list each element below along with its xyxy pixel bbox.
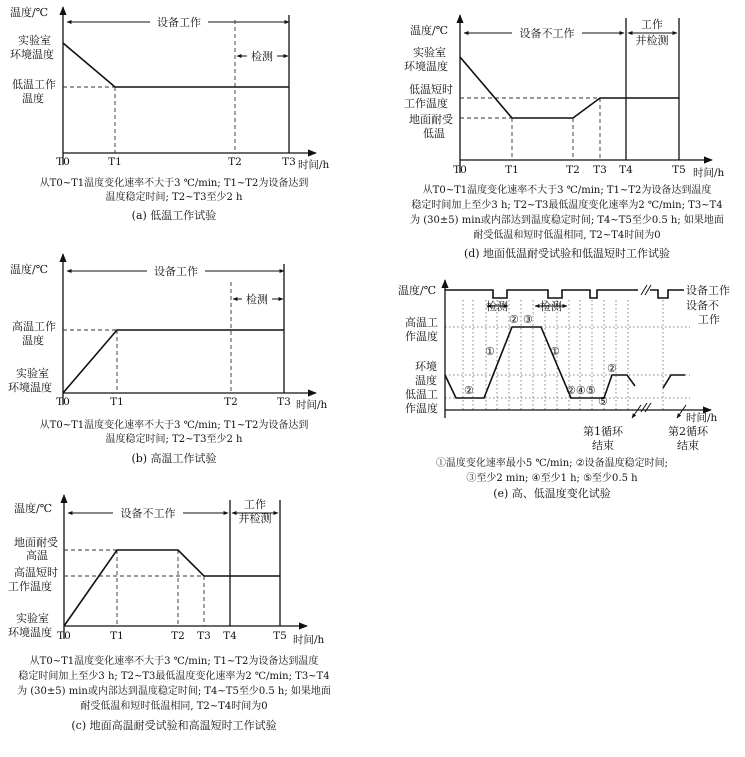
- e-marker-1b: ①: [550, 345, 560, 358]
- d-caption-2: 稳定时间加上至少3 h; T2~T3最低温度变化速率为2 ℃/min; T3~T4: [411, 200, 723, 211]
- d-ylabel: 温度/℃: [410, 24, 449, 37]
- c-title: (c) 地面高温耐受试验和高温短时工作试验: [71, 719, 277, 732]
- a-low1: 低温工作: [12, 78, 56, 91]
- e-work-signal: [445, 290, 638, 298]
- d-tick-t2: T2: [566, 164, 580, 176]
- e-cycle2-b: 结束: [677, 439, 699, 452]
- c-caption-1: 从T0~T1温度变化速率不大于3 ℃/min; T1~T2为设备达到温度: [29, 656, 319, 667]
- c-tick-t3: T3: [197, 630, 211, 642]
- c-temp-curve: [64, 550, 280, 626]
- d-tick-t0: T0: [453, 164, 467, 176]
- e-test-label-1: 检测: [486, 300, 508, 313]
- b-temp-curve: [63, 330, 284, 393]
- d-work-top2: 并检测: [635, 34, 669, 47]
- chart-a: [10, 5, 330, 222]
- d-temp-curve: [460, 57, 679, 118]
- e-low-1: 低温工: [405, 388, 438, 401]
- c-caption-3: 为 (30±5) min或内部达到温度稳定时间; T4~T5至少0.5 h; 如果地面: [17, 686, 331, 697]
- b-tick-t0: T0: [56, 396, 70, 408]
- e-ylabel: 温度/℃: [398, 284, 437, 297]
- e-marker-2a: ②: [464, 384, 474, 397]
- a-tick-t3: T3: [282, 156, 296, 168]
- e-test-label-2: 检测: [540, 300, 562, 313]
- e-title: (e) 高、低温度变化试验: [493, 487, 611, 500]
- b-tick-t1: T1: [110, 396, 124, 408]
- d-caption-4: 耐受低温和短时低温相同, T2~T4时间为0: [473, 230, 661, 241]
- d-tick-t5: T5: [672, 164, 686, 176]
- a-test-label: 检测: [251, 50, 273, 63]
- e-low-2: 作温度: [405, 402, 438, 415]
- e-high-1: 高温工: [405, 316, 438, 329]
- a-tick-t0: T0: [56, 156, 70, 168]
- e-env-2: 温度: [415, 374, 437, 387]
- chart-d: [404, 15, 725, 260]
- d-tick-t4: T4: [619, 164, 633, 176]
- b-high1: 高温工作: [12, 320, 56, 333]
- c-nowork-label: 设备不工作: [120, 507, 176, 520]
- d-short2: 工作温度: [404, 97, 448, 110]
- c-xunit: 时间/h: [293, 634, 325, 646]
- c-high2: 高温: [26, 549, 48, 562]
- a-lab2: 环境温度: [10, 48, 54, 61]
- e-cycle1-pointer: [632, 405, 641, 418]
- a-caption-1: 从T0~T1温度变化速率不大于3 ℃/min; T1~T2为设备达到: [39, 178, 309, 189]
- d-tick-t1: T1: [505, 164, 519, 176]
- d-tick-t3: T3: [593, 164, 607, 176]
- a-xunit: 时间/h: [298, 159, 330, 171]
- e-cycle1-b: 结束: [592, 439, 614, 452]
- b-tick-t2: T2: [224, 396, 238, 408]
- d-lab1: 实验室: [413, 46, 446, 59]
- e-work-signal-2: [650, 290, 684, 298]
- chart-c: [8, 495, 331, 732]
- e-xunit: 时间/h: [686, 412, 718, 424]
- e-marker-2c: ②: [607, 362, 617, 375]
- b-caption-2: 温度稳定时间; T2~T3至少2 h: [105, 434, 243, 445]
- c-short1: 高温短时: [14, 566, 58, 579]
- b-high2: 温度: [22, 334, 44, 347]
- c-work-top2: 并检测: [238, 512, 272, 525]
- c-lab2: 环境温度: [8, 626, 52, 639]
- d-low1: 地面耐受: [409, 113, 453, 126]
- e-nowork-1: 设备不: [686, 299, 719, 312]
- b-title: (b) 高温工作试验: [131, 452, 217, 465]
- c-tick-t5: T5: [273, 630, 287, 642]
- e-caption-1: ①温度变化速率最小5 ℃/min; ②设备温度稳定时间;: [435, 458, 669, 469]
- a-lab1: 实验室: [18, 34, 51, 47]
- a-work-label: 设备工作: [157, 16, 201, 29]
- e-cycle1-a: 第1循环: [583, 425, 623, 438]
- b-work-label: 设备工作: [154, 265, 198, 278]
- e-marker-245: ②④⑤: [566, 384, 596, 397]
- e-temp-curve-2: [663, 375, 685, 388]
- d-xunit: 时间/h: [693, 167, 725, 179]
- c-tick-t2: T2: [171, 630, 185, 642]
- b-xunit: 时间/h: [296, 399, 328, 411]
- chart-e: [398, 280, 730, 500]
- d-caption-1: 从T0~T1温度变化速率不大于3 ℃/min; T1~T2为设备达到温度: [422, 185, 712, 196]
- a-title: (a) 低温工作试验: [131, 209, 217, 222]
- e-cycle2-a: 第2循环: [668, 425, 708, 438]
- chart-b: [8, 254, 328, 465]
- e-marker-5: ⑤: [598, 395, 608, 408]
- c-work-top1: 工作: [244, 498, 266, 511]
- b-lab1: 实验室: [16, 367, 49, 380]
- c-short2: 工作温度: [8, 580, 52, 593]
- b-caption-1: 从T0~T1温度变化速率不大于3 ℃/min; T1~T2为设备达到: [39, 420, 309, 431]
- e-env-1: 环境: [415, 360, 437, 373]
- c-tick-t1: T1: [110, 630, 124, 642]
- b-test-label: 检测: [246, 293, 268, 306]
- e-work-label: 设备工作: [686, 284, 730, 297]
- a-low2: 温度: [22, 92, 44, 105]
- e-cycle2-pointer: [677, 405, 686, 418]
- b-ylabel: 温度/℃: [10, 263, 49, 276]
- a-ylabel: 温度/℃: [10, 6, 49, 19]
- a-caption-2: 温度稳定时间; T2~T3至少2 h: [105, 192, 243, 203]
- d-low2: 低温: [423, 127, 445, 140]
- c-ylabel: 温度/℃: [14, 502, 53, 515]
- c-lab1: 实验室: [16, 612, 49, 625]
- d-lab2: 环境温度: [404, 60, 448, 73]
- c-caption-4: 耐受低温和短时低温相同, T2~T4时间为0: [80, 701, 268, 712]
- a-tick-t2: T2: [228, 156, 242, 168]
- d-short1: 低温短时: [409, 83, 453, 96]
- c-high1: 地面耐受: [14, 536, 58, 549]
- e-marker-1a: ①: [485, 345, 495, 358]
- c-tick-t0: T0: [57, 630, 71, 642]
- e-nowork-2: 工作: [698, 313, 720, 326]
- a-tick-t1: T1: [108, 156, 122, 168]
- c-tick-t4: T4: [223, 630, 237, 642]
- d-nowork-label: 设备不工作: [519, 27, 575, 40]
- b-tick-t3: T3: [277, 396, 291, 408]
- c-caption-2: 稳定时间加上至少3 h; T2~T3最低温度变化速率为2 ℃/min; T3~T4: [18, 671, 330, 682]
- e-caption-2: ③至少2 min; ④至少1 h; ⑤至少0.5 h: [466, 473, 638, 484]
- e-high-2: 作温度: [405, 330, 438, 343]
- e-marker-3a: ③: [523, 313, 533, 326]
- d-caption-3: 为 (30±5) min或内部达到温度稳定时间; T4~T5至少0.5 h; 如果地面: [410, 215, 724, 226]
- d-work-top1: 工作: [641, 18, 663, 31]
- d-title: (d) 地面低温耐受试验和低温短时工作试验: [463, 247, 671, 260]
- b-lab2: 环境温度: [8, 381, 52, 394]
- e-marker-2b: ②: [509, 313, 519, 326]
